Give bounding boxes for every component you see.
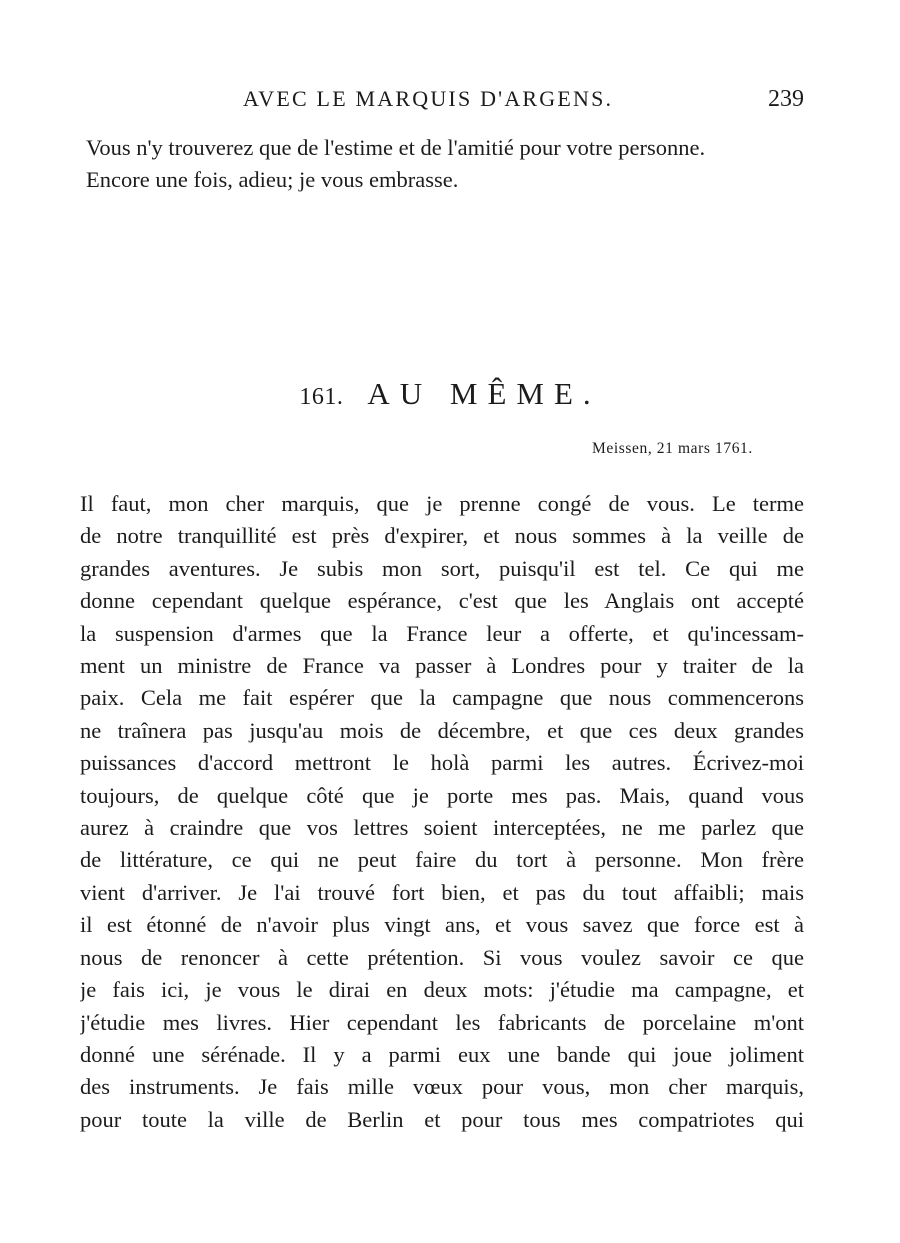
- text-line: je fais ici, je vous le dirai en deux mots: j'étudie ma campagne, et: [80, 977, 804, 1003]
- letter-number: 161.: [299, 384, 344, 410]
- text-line: puissances d'accord mettront le holà parmi les autres. Écrivez-moi: [80, 750, 804, 776]
- text-line: des instruments. Je fais mille vœux pour vous, mon cher marquis,: [80, 1074, 804, 1100]
- previous-letter-ending: [86, 132, 826, 196]
- running-head: [0, 86, 900, 120]
- text-line: ment un ministre de France va passer à Londres pour y traiter de la: [80, 653, 804, 679]
- text-line: nous de renoncer à cette prétention. Si vous voulez savoir ce que: [80, 944, 804, 970]
- text-line: j'étudie mes livres. Hier cependant les fabricants de porcelaine m'ont: [80, 1009, 804, 1035]
- text-line: Encore une fois, adieu; je vous embrasse.: [86, 167, 459, 192]
- text-line: toujours, de quelque côté que je porte mes pas. Mais, quand vous: [80, 782, 804, 808]
- text-line: grandes aventures. Je subis mon sort, puisqu'il est tel. Ce qui me: [80, 555, 804, 581]
- dateline: Meissen, 21 mars 1761.: [592, 440, 753, 457]
- text-line: ne traînera pas jusqu'au mois de décembre, et que ces deux grandes: [80, 717, 804, 743]
- page-number: 239: [768, 86, 804, 112]
- text-line: la suspension d'armes que la France leur a offerte, et qu'incessam-: [80, 620, 804, 646]
- text-line: donné une sérénade. Il y a parmi eux une bande qui joue joliment: [80, 1041, 804, 1067]
- text-line: de littérature, ce qui ne peut faire du tort à personne. Mon frère: [80, 847, 804, 873]
- text-line: pour toute la ville de Berlin et pour tous mes compatriotes qui: [80, 1106, 804, 1132]
- running-title: AVEC LE MARQUIS D'ARGENS.: [243, 86, 614, 111]
- letter-title: AU MÊME.: [367, 376, 601, 411]
- text-line: vient d'arriver. Je l'ai trouvé fort bien, et pas du tout affaibli; mais: [80, 879, 804, 905]
- text-line: paix. Cela me fait espérer que la campagne que nous commencerons: [80, 685, 804, 711]
- letter-body: [80, 488, 804, 1136]
- text-line: Vous n'y trouverez que de l'estime et de l'amitié pour votre personne.: [86, 135, 706, 160]
- text-line: donne cependant quelque espérance, c'est que les Anglais ont accepté: [80, 588, 804, 614]
- letter-heading: [0, 376, 900, 412]
- text-line: Il faut, mon cher marquis, que je prenne congé de vous. Le terme: [80, 491, 804, 516]
- text-line: de notre tranquillité est près d'expirer, et nous sommes à la veille de: [80, 523, 804, 549]
- text-line: aurez à craindre que vos lettres soient interceptées, ne me parlez que: [80, 815, 804, 841]
- text-line: il est étonné de n'avoir plus vingt ans, et vous savez que force est à: [80, 912, 804, 938]
